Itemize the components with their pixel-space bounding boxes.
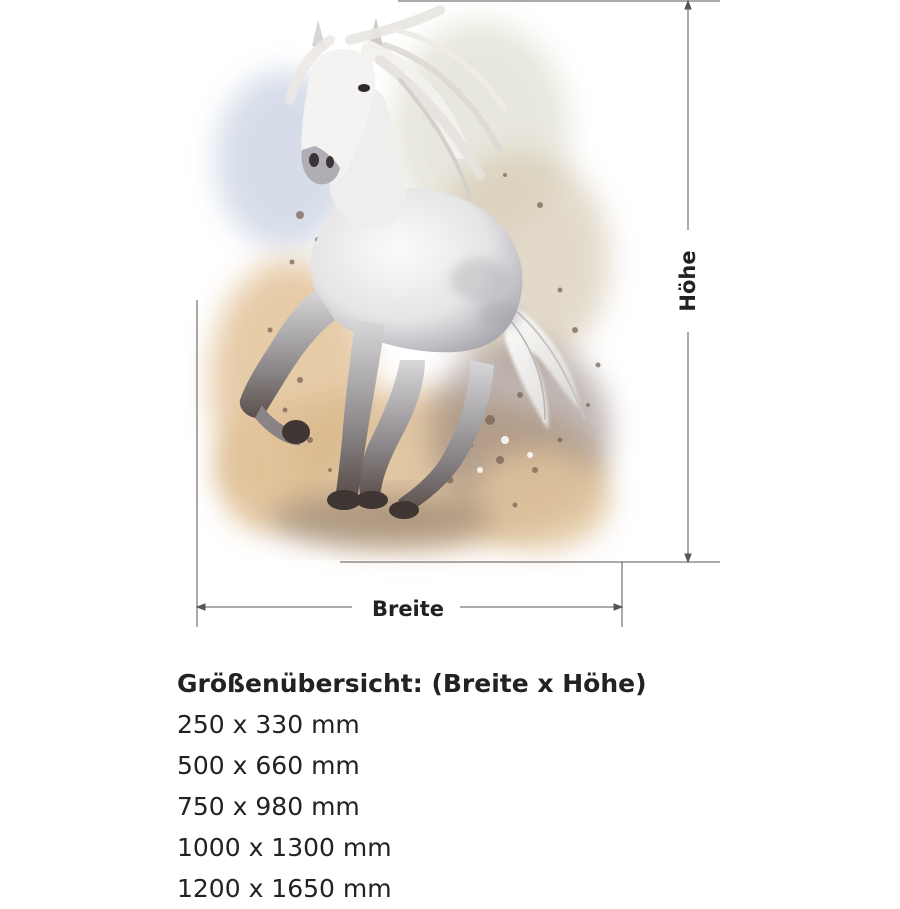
size-item: 250 x 330 mm (177, 710, 360, 739)
size-item: 1000 x 1300 mm (177, 833, 392, 862)
width-label: Breite (371, 597, 445, 621)
size-item: 750 x 980 mm (177, 792, 360, 821)
size-item: 1200 x 1650 mm (177, 874, 392, 903)
size-overview-title: Größenübersicht: (Breite x Höhe) (177, 669, 647, 698)
height-label: Höhe (676, 250, 700, 312)
size-item: 500 x 660 mm (177, 751, 360, 780)
size-overview (177, 664, 737, 909)
